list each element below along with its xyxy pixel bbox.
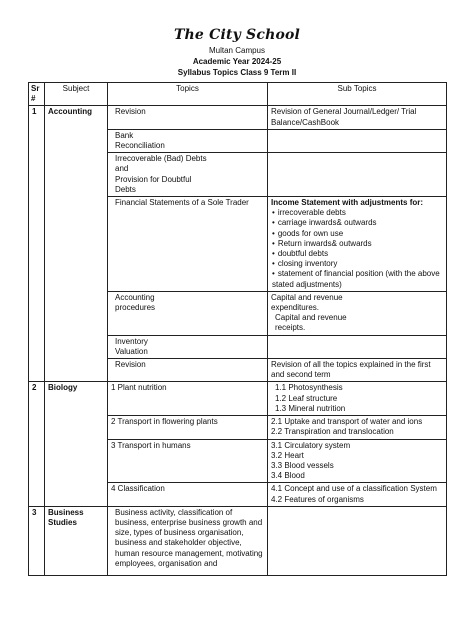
subtopic-text: 3.3 Blood vessels [271, 460, 334, 470]
topic-text: Valuation [115, 346, 148, 356]
col-header-subject: Subject [45, 83, 108, 106]
topic-text: Accounting [115, 292, 155, 302]
subject-text: Studies [48, 517, 77, 527]
topic-cell [108, 506, 268, 575]
topic-text: Irrecoverable (Bad) Debts [115, 154, 207, 164]
topic-text: Business activity, classification of business, enterprise business growth and size, types of business organisation, business and stakeholder objective, human resource management, motivating employees, organisation and [115, 507, 263, 568]
sr-cell: 3 [29, 506, 45, 575]
table-row [29, 382, 447, 416]
subtopic-text: 3.2 Heart [271, 450, 304, 460]
subject-cell [45, 506, 108, 575]
subtopic-cell [268, 382, 447, 416]
subtopic-cell [268, 153, 447, 197]
col-header-topics: Topics [108, 83, 268, 106]
subtopic-text: 1.3 Mineral nutrition [275, 403, 346, 413]
subtopic-cell: Revision of all the topics explained in the first and second term [268, 359, 447, 382]
syllabus-title: Syllabus Topics Class 9 Term II [177, 68, 297, 77]
topic-text: Revision [115, 360, 146, 370]
subtopic-text: expenditures. [271, 303, 320, 313]
list-item: • statement of financial position (with the above stated adjustments) [271, 269, 443, 289]
subtopic-heading: Income Statement with adjustments for: [271, 198, 424, 208]
topic-cell: 4 Classification [108, 483, 268, 506]
subtopic-cell [268, 439, 447, 483]
topic-cell [108, 129, 268, 152]
list-item: • Return inwards& outwards [271, 239, 443, 249]
subtopic-text: 1.2 Leaf structure [275, 393, 338, 403]
col-header-subtopics: Sub Topics [268, 83, 447, 106]
sr-cell: 2 [29, 382, 45, 506]
topic-cell: 3 Transport in humans [108, 439, 268, 483]
topic-text: and [115, 164, 129, 174]
topic-cell [108, 106, 268, 129]
topic-text: Reconciliation [115, 141, 165, 151]
subtopic-text: Capital and revenue [275, 313, 347, 323]
topic-cell [108, 197, 268, 292]
subject-cell: Accounting [45, 106, 108, 382]
list-item: • irrecoverable debts [271, 208, 443, 218]
list-item: • goods for own use [271, 229, 443, 239]
topic-text: Debts [115, 184, 136, 194]
topic-text: Financial Statements of a Sole Trader [115, 198, 249, 208]
subtopic-cell [268, 416, 447, 439]
table-row [29, 106, 447, 129]
subtopic-cell [268, 335, 447, 358]
list-item: • closing inventory [271, 259, 443, 269]
topic-cell [108, 335, 268, 358]
table-header-row [29, 83, 447, 106]
col-header-sr: Sr # [29, 83, 45, 106]
subtopic-text: 2.1 Uptake and transport of water and ions [271, 417, 423, 427]
subject-text: Business [48, 507, 84, 517]
topic-cell [108, 291, 268, 335]
table-row [29, 506, 447, 575]
topic-text: Bank [115, 130, 134, 140]
topic-text: Inventory [115, 336, 148, 346]
topic-cell [108, 153, 268, 197]
subtopic-text: 4.1 Concept and use of a classification System [271, 484, 437, 494]
campus-line: Multan Campus [208, 46, 266, 55]
subtopic-text: 1.1 Photosynthesis [275, 383, 343, 393]
subtopic-cell: Revision of General Journal/Ledger/ Trial Balance/CashBook [268, 106, 447, 129]
topic-text: procedures [115, 303, 156, 313]
school-name: The City School [173, 27, 301, 43]
topic-cell: 2 Transport in flowering plants [108, 416, 268, 439]
subject-cell: Biology [45, 382, 108, 506]
topic-text: Provision for Doubtful [115, 174, 192, 184]
topic-cell [108, 359, 268, 382]
subtopic-text: 3.4 Blood [271, 471, 305, 481]
subtopic-cell [268, 483, 447, 506]
subtopic-text: 3.1 Circulatory system [271, 440, 351, 450]
subtopic-text: Capital and revenue [271, 292, 343, 302]
topic-text: Revision [115, 107, 146, 117]
subtopic-cell [268, 197, 447, 292]
subtopic-cell [268, 506, 447, 575]
subtopic-cell [268, 129, 447, 152]
academic-year-line: Academic Year 2024-25 [192, 57, 282, 66]
subtopic-cell [268, 291, 447, 335]
sr-cell: 1 [29, 106, 45, 382]
subtopic-text: receipts. [275, 323, 306, 333]
subtopic-text: 2.2 Transpiration and translocation [271, 427, 394, 437]
topic-cell: 1 Plant nutrition [108, 382, 268, 416]
subtopic-text: 4.2 Features of organisms [271, 494, 364, 504]
list-item: • carriage inwards& outwards [271, 218, 443, 228]
syllabus-table [28, 82, 447, 576]
list-item: • doubtful debts [271, 249, 443, 259]
